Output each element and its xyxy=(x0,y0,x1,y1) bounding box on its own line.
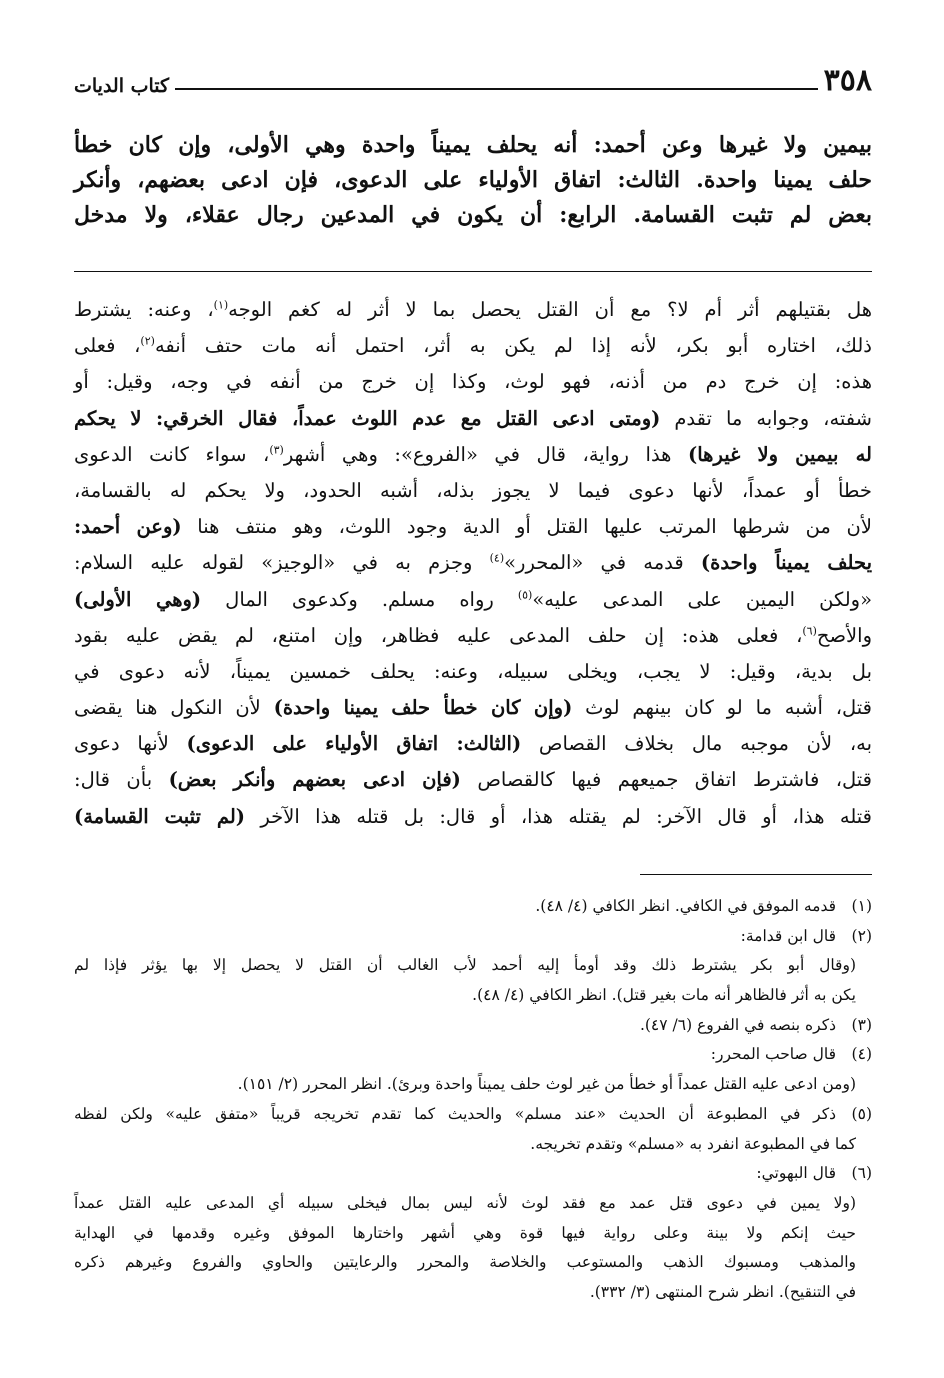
commentary-line xyxy=(74,690,872,726)
footnote-marker: (١) xyxy=(213,298,229,312)
text-segment: شفته، وجوابه ما تقدم xyxy=(660,406,872,430)
text-divider xyxy=(74,271,872,272)
footnote-line: (ولا يمين في دعوى قتل عمد مع فقد لوث لأنه ليس بمال فيخلى سبيله أي المدعى عليه القتل عمداً xyxy=(74,1193,856,1212)
footnote-line xyxy=(74,1040,872,1070)
text-segment: ، سواء كانت الدعوى xyxy=(74,442,270,466)
text-segment: «ولكن اليمين على المدعى عليه» xyxy=(532,587,872,611)
quoted-matn: (فإن ادعى بعضهم وأنكر بعض) xyxy=(168,768,461,792)
commentary-line xyxy=(74,762,872,798)
footnotes xyxy=(74,892,872,1308)
commentary-line xyxy=(74,328,872,364)
text-segment: هل بقتيلهم أثر أم لا؟ مع أن القتل يحصل بما لا أثر له كغم الوجه xyxy=(228,298,872,321)
text-segment: لأن النكول هنا يقضى xyxy=(74,696,274,720)
commentary-line xyxy=(74,437,872,473)
quoted-matn: (لم تثبت القسامة) xyxy=(74,804,246,828)
text-segment: خطأ أو عمداً، لأنها دعوى فيما لا يجوز بذله، أشبه الحدود، ولا يحكم له بالقسامة، xyxy=(74,478,872,502)
quoted-matn: (وهي الأولى) xyxy=(74,587,202,611)
footnote-line: (وقال أبو بكر يشترط ذلك وقد أومأ إليه أحمد لأب الغالب أن القتل لا يحصل إلا بها يؤثر فإذا لم xyxy=(74,956,856,975)
header-rule xyxy=(175,88,818,90)
footnote-marker: (٦) xyxy=(802,624,817,638)
page-number: ٣٥٨ xyxy=(823,63,872,98)
text-segment: بأن قال: xyxy=(74,768,169,792)
text-segment: هذا رواية، قال في «الفروع»: وهي أشهر xyxy=(283,442,689,466)
matn-line: بعض لم تثبت القسامة. الرابع: أن يكون في المدعين رجال عقلاء، ولا مدخل xyxy=(74,202,872,228)
text-segment: ذلك، اختاره أبو بكر، لأنه إذا لم يكن به أثر، احتمل أنه مات حتف أنفه xyxy=(154,334,872,358)
quoted-matn: له بيمين ولا غيرها) xyxy=(688,442,872,466)
quoted-matn: (وإن كان خطأ حلف يمينا واحدة) xyxy=(273,696,573,720)
footnote-line xyxy=(74,1100,872,1130)
commentary-line xyxy=(74,618,872,654)
chapter-title: كتاب الديات xyxy=(74,75,170,97)
text-segment: لأن من شرطها المرتب عليها القتل أو الدية وجود اللوث، وهو منتف هنا xyxy=(181,515,873,539)
text-segment: والأصح xyxy=(816,623,872,647)
footnote-marker: (٣) xyxy=(269,443,284,457)
text-segment: به، لأن موجبه مال بخلاف القصاص xyxy=(521,732,872,756)
footnote-line xyxy=(74,892,872,922)
commentary-line xyxy=(74,545,872,581)
main-text xyxy=(74,128,872,233)
text-segment: قتل، أشبه ما لو كان بينهم لوث xyxy=(572,696,872,720)
footnote-text: قال ابن قدامة: xyxy=(740,926,836,945)
footnote-text: قال صاحب المحرر: xyxy=(710,1045,836,1064)
footnote-text: ذكره بنصه في الفروع (٦/ ٤٧). xyxy=(639,1015,836,1034)
quoted-matn: يحلف يميناً واحدة) xyxy=(700,551,873,575)
footnote-text: قدمه الموفق في الكافي. انظر الكافي (٤/ ٤٨). xyxy=(535,897,836,915)
footnote-number: (٢) xyxy=(851,926,872,945)
footnote-line xyxy=(74,1011,872,1041)
text-segment: قدمه في «المحرر» xyxy=(504,551,701,575)
text-segment: بل بدية، وقيل: لا يجب، ويخلى سبيله، وعنه: يحلف خمسين يميناً، لأنه دعوى في xyxy=(74,659,872,683)
commentary-line xyxy=(74,582,872,618)
text-segment: ، فعلى هذه: إن حلف المدعى عليه فظاهر، وإن امتنع، لم يقض عليه بقود xyxy=(74,623,803,647)
commentary-line xyxy=(74,726,872,762)
footnote-number: (٦) xyxy=(851,1164,872,1183)
footnote-number: (١) xyxy=(851,897,872,915)
footnote-line: كما في المطبوعة انفرد به «مسلم» وتقدم تخريجه. xyxy=(530,1134,856,1153)
commentary-line xyxy=(74,364,872,400)
commentary-line xyxy=(74,292,872,328)
footnote-line: يكن به أثر فالظاهر أنه مات بغير قتل). انظر الكافي (٤/ ٤٨). xyxy=(472,986,856,1005)
footnote-line: والمذهب ومسبوك الذهب والمستوعب والخلاصة والمحرر والرعايتين والحاوي والفروع وغيرهم ذكره xyxy=(74,1253,856,1272)
text-segment: هذه: إن خرج دم من أذنه، فهو لوث، وكذا إن خرج من أنفه في وجه، وقيل: أو xyxy=(74,370,872,394)
matn-line: بيمين ولا غيرها وعن أحمد: أنه يحلف يميناً واحدة وهي الأولى، وإن كان خطأ xyxy=(74,132,872,158)
commentary-line xyxy=(74,654,872,690)
footnote-number: (٥) xyxy=(851,1104,872,1123)
quoted-matn: (ومتى ادعى القتل مع عدم اللوث عمداً، فقال الخرقي: لا يحكم xyxy=(74,406,661,430)
footnote-text: قال البهوتي: xyxy=(756,1164,836,1183)
footnote-line: (ومن ادعى عليه القتل عمداً أو خطأ من غير لوث حلف يميناً واحدة وبرئ). انظر المحرر (٢/ ١٥١). xyxy=(237,1075,856,1094)
commentary-text xyxy=(74,292,872,835)
matn-line: حلف يمينا واحدة. الثالث: اتفاق الأولياء على الدعوى، فإن ادعى بعضهم، وأنكر xyxy=(74,167,872,193)
commentary-line xyxy=(74,799,872,835)
footnote-line: حيث إنكم ولا بينة وعلى رواية فيها قوة وهي أشهر واختارها الموفق وغيره وقدمها في الهداية xyxy=(74,1223,856,1242)
footnote-divider xyxy=(640,874,872,875)
text-segment: ، وعنه: يشترط xyxy=(74,298,214,321)
footnote-text: ذكر في المطبوعة أن الحديث «عند مسلم» والحديث كما تقدم تخريجه قريباً «متفق عليه» ولكن لفظه xyxy=(74,1104,836,1123)
text-segment: وجزم به في «الوجيز» لقوله عليه السلام: xyxy=(74,551,490,575)
text-segment: رواه مسلم. وكدعوى المال xyxy=(201,587,518,611)
commentary-line xyxy=(74,473,872,509)
footnote-marker: (٤) xyxy=(489,551,505,565)
footnote-number: (٣) xyxy=(851,1015,872,1034)
page-header xyxy=(74,58,872,98)
text-segment: قتله هذا، أو قال الآخر: لم يقتله هذا، أو قال: بل قتله هذا الآخر xyxy=(245,804,872,828)
text-segment: لأنها دعوى xyxy=(74,732,187,756)
quoted-matn: (وعن أحمد: xyxy=(74,515,182,539)
commentary-line xyxy=(74,509,872,545)
quoted-matn: (الثالث: اتفاق الأولياء على الدعوى) xyxy=(186,732,522,756)
footnote-marker: (٥) xyxy=(517,588,533,601)
footnote-line xyxy=(74,922,872,952)
footnote-marker: (٢) xyxy=(140,334,155,348)
footnote-number: (٤) xyxy=(851,1045,872,1064)
footnote-line xyxy=(74,1159,872,1189)
text-segment: ، فعلى xyxy=(74,334,141,358)
text-segment: قتل، فاشترط اتفاق جميعهم فيها كالقصاص xyxy=(460,768,873,792)
footnote-line: في التنقيح). انظر شرح المنتهى (٣/ ٣٣٢). xyxy=(589,1282,856,1301)
commentary-line xyxy=(74,401,872,437)
